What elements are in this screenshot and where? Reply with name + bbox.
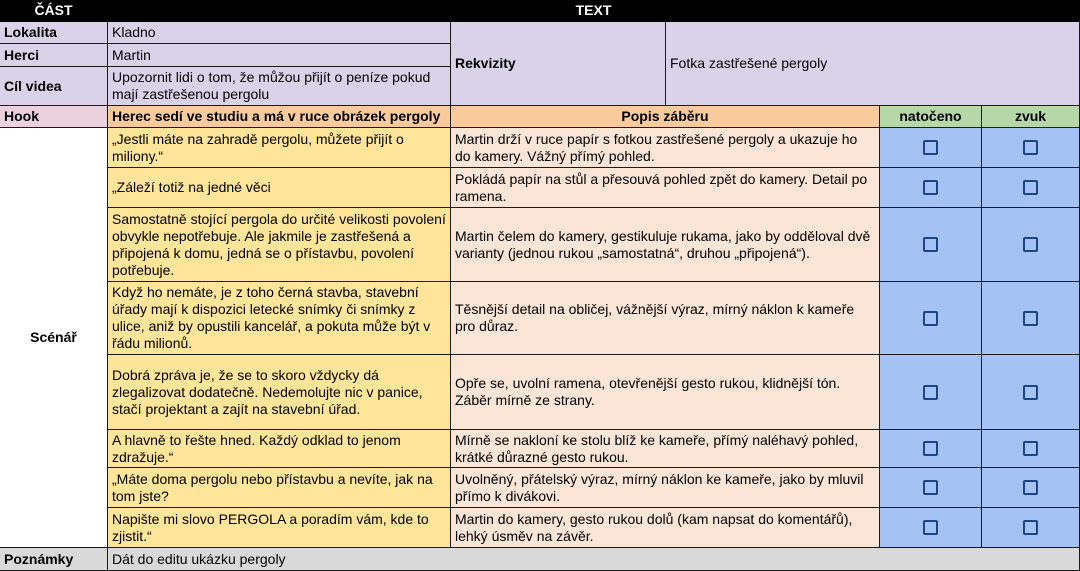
script-text[interactable]: „Máte doma pergolu nebo přístavbu a nevíte, jak na tom jste?	[108, 468, 451, 508]
script-text[interactable]: Dobrá zpráva je, že se to skoro vždycky dá zlegalizovat dodatečně. Nedemolujte nic v panice, stačí projektant a zajít na stavební úřad.	[108, 355, 451, 430]
sound-cell	[982, 208, 1080, 282]
script-text[interactable]: A hlavně to řešte hned. Každý odklad to jenom zdražuje.“	[108, 430, 451, 468]
sound-checkbox[interactable]	[1023, 441, 1038, 456]
filmed-header: natočeno	[880, 106, 982, 128]
sound-checkbox[interactable]	[1023, 180, 1038, 195]
filmed-checkbox[interactable]	[923, 180, 938, 195]
filmed-checkbox[interactable]	[923, 311, 938, 326]
sound-cell	[982, 355, 1080, 430]
shot-description[interactable]: Pokládá papír na stůl a přesouvá pohled zpět do kamery. Detail po ramena.	[451, 168, 880, 208]
filmed-cell	[880, 168, 982, 208]
sound-cell	[982, 468, 1080, 508]
script-text[interactable]: „Jestli máte na zahradě pergolu, můžete přijít o miliony.“	[108, 128, 451, 168]
filmed-checkbox[interactable]	[923, 385, 938, 400]
sound-cell	[982, 430, 1080, 468]
script-text[interactable]: „Záleží totiž na jedné věci	[108, 168, 451, 208]
script-label: Scénář	[0, 128, 108, 548]
sound-cell	[982, 282, 1080, 355]
filmed-cell	[880, 208, 982, 282]
sound-cell	[982, 168, 1080, 208]
sound-cell	[982, 508, 1080, 548]
props-value[interactable]: Fotka zastřešené pergoly	[666, 22, 1080, 106]
header-text: TEXT	[108, 0, 1080, 22]
script-text[interactable]: Samostatně stojící pergola do určité velikosti povolení obvykle nepotřebuje. Ale jakmile je zastřešená a připojená k domu, jedná se o přístavbu, povolení potřebuje.	[108, 208, 451, 282]
filmed-checkbox[interactable]	[923, 480, 938, 495]
sound-cell	[982, 128, 1080, 168]
sound-checkbox[interactable]	[1023, 480, 1038, 495]
filmed-cell	[880, 468, 982, 508]
filmed-cell	[880, 430, 982, 468]
notes-value[interactable]: Dát do editu ukázku pergoly	[108, 548, 1080, 571]
sound-checkbox[interactable]	[1023, 520, 1038, 535]
hook-text[interactable]: Herec sedí ve studiu a má v ruce obrázek pergoly	[108, 106, 451, 128]
filmed-checkbox[interactable]	[923, 441, 938, 456]
sound-checkbox[interactable]	[1023, 311, 1038, 326]
goal-value[interactable]: Upozornit lidi o tom, že můžou přijít o peníze pokud mají zastřešenou pergolu	[108, 67, 451, 106]
sound-header: zvuk	[982, 106, 1080, 128]
location-value[interactable]: Kladno	[108, 22, 451, 44]
goal-label: Cíl videa	[0, 67, 108, 106]
props-label: Rekvizity	[451, 22, 666, 106]
sound-checkbox[interactable]	[1023, 237, 1038, 252]
hook-label: Hook	[0, 106, 108, 128]
shot-description[interactable]: Mírně se nakloní ke stolu blíž ke kameře, přímý naléhavý pohled, krátké důrazné gesto rukou.	[451, 430, 880, 468]
script-text[interactable]: Napište mi slovo PERGOLA a poradím vám, kde to zjistit.“	[108, 508, 451, 548]
script-text[interactable]: Když ho nemáte, je z toho černá stavba, stavební úřady mají k dispozici letecké snímky či snímky z ulice, aniž by opustili kancelář, a pokuta může být v řádu milionů.	[108, 282, 451, 355]
sound-checkbox[interactable]	[1023, 140, 1038, 155]
filmed-checkbox[interactable]	[923, 140, 938, 155]
filmed-checkbox[interactable]	[923, 237, 938, 252]
shot-description[interactable]: Martin čelem do kamery, gestikuluje rukama, jako by odděloval dvě varianty (jednou rukou „samostatná“, druhou „připojená“).	[451, 208, 880, 282]
filmed-cell	[880, 282, 982, 355]
shot-description[interactable]: Martin do kamery, gesto rukou dolů (kam napsat do komentářů), lehký úsměv na závěr.	[451, 508, 880, 548]
filmed-cell	[880, 128, 982, 168]
shot-description[interactable]: Uvolněný, přátelský výraz, mírný náklon ke kameře, jako by mluvil přímo k divákovi.	[451, 468, 880, 508]
shot-description-header: Popis záběru	[451, 106, 880, 128]
sound-checkbox[interactable]	[1023, 385, 1038, 400]
filmed-cell	[880, 508, 982, 548]
actors-value[interactable]: Martin	[108, 44, 451, 67]
header-part: ČÁST	[0, 0, 108, 22]
filmed-cell	[880, 355, 982, 430]
filmed-checkbox[interactable]	[923, 520, 938, 535]
location-label: Lokalita	[0, 22, 108, 44]
shot-description[interactable]: Martin drží v ruce papír s fotkou zastřešené pergoly a ukazuje ho do kamery. Vážný přímý pohled.	[451, 128, 880, 168]
shot-description[interactable]: Těsnější detail na obličej, vážnější výraz, mírný náklon k kameře pro důraz.	[451, 282, 880, 355]
shot-description[interactable]: Opře se, uvolní ramena, otevřenější gesto rukou, klidnější tón. Záběr mírně ze strany.	[451, 355, 880, 430]
notes-label: Poznámky	[0, 548, 108, 571]
actors-label: Herci	[0, 44, 108, 67]
